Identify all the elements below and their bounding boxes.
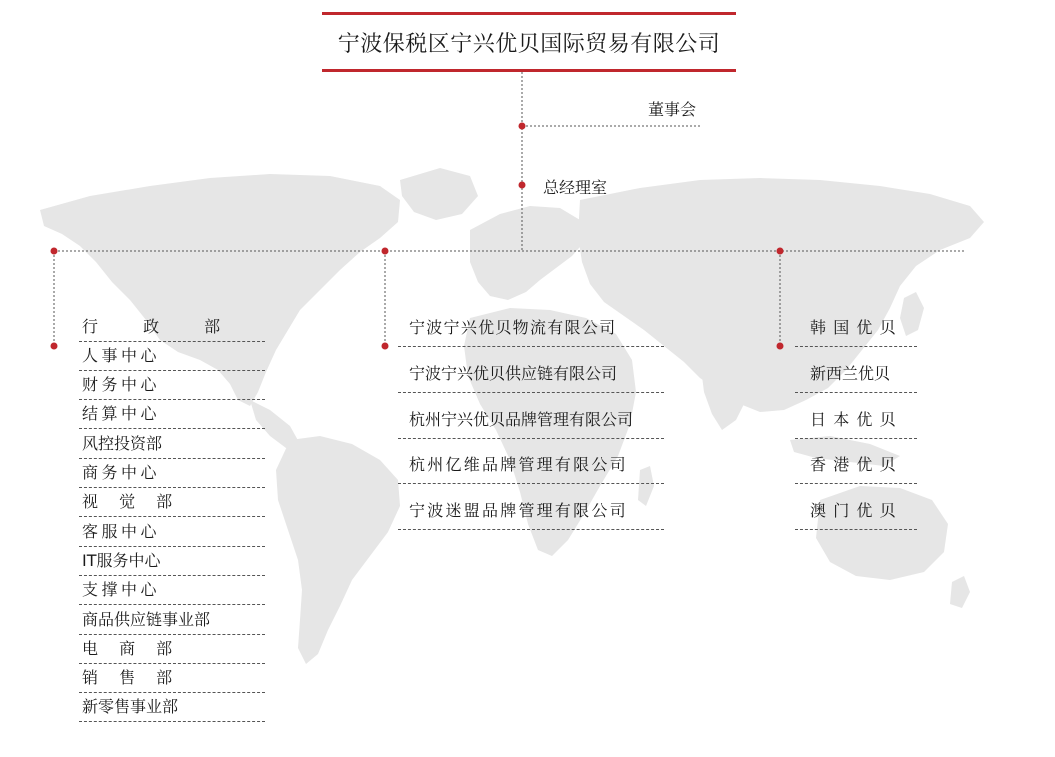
node-bus-right: [777, 248, 784, 255]
node-gm-office: [519, 182, 526, 189]
subsidiary-item: 宁波宁兴优贝供应链有限公司: [398, 348, 664, 393]
gm-office-label: 总经理室: [543, 178, 608, 197]
node-board: [519, 123, 526, 130]
node-left-list: [51, 343, 58, 350]
department-item: 新零售事业部: [79, 693, 265, 722]
department-item: 商品供应链事业部: [79, 606, 265, 635]
subsidiary-item: 杭州亿维品牌管理有限公司: [398, 439, 664, 484]
node-right-list: [777, 343, 784, 350]
region-item: 澳门优贝: [795, 485, 917, 530]
node-bus-left: [51, 248, 58, 255]
department-item: 财务中心: [79, 371, 265, 400]
region-item: 日本优贝: [795, 394, 917, 439]
department-item: 商务中心: [79, 459, 265, 488]
company-title-box: [322, 12, 736, 72]
department-item: 客服中心: [79, 518, 265, 547]
region-item: 香港优贝: [795, 439, 917, 484]
node-mid-list: [382, 343, 389, 350]
department-item: 风控投资部: [79, 430, 265, 459]
node-bus-mid: [382, 248, 389, 255]
department-item: IT服务中心: [79, 547, 265, 576]
department-item: 视 觉 部: [79, 488, 265, 517]
department-item: 行 政 部: [79, 313, 265, 342]
department-item: 人事中心: [79, 342, 265, 371]
board-label: 董事会: [648, 100, 697, 119]
subsidiary-item: 杭州宁兴优贝品牌管理有限公司: [398, 394, 664, 439]
region-item: 韩国优贝: [795, 302, 917, 347]
company-title: 宁波保税区宁兴优贝国际贸易有限公司: [337, 31, 721, 57]
subsidiary-item: 宁波宁兴优贝物流有限公司: [398, 302, 664, 347]
department-item: 销 售 部: [79, 664, 265, 693]
department-item: 支撑中心: [79, 576, 265, 605]
subsidiary-item: 宁波迷盟品牌管理有限公司: [398, 485, 664, 530]
region-item: 新西兰优贝: [795, 348, 917, 393]
department-item: 电 商 部: [79, 635, 265, 664]
department-item: 结算中心: [79, 400, 265, 429]
